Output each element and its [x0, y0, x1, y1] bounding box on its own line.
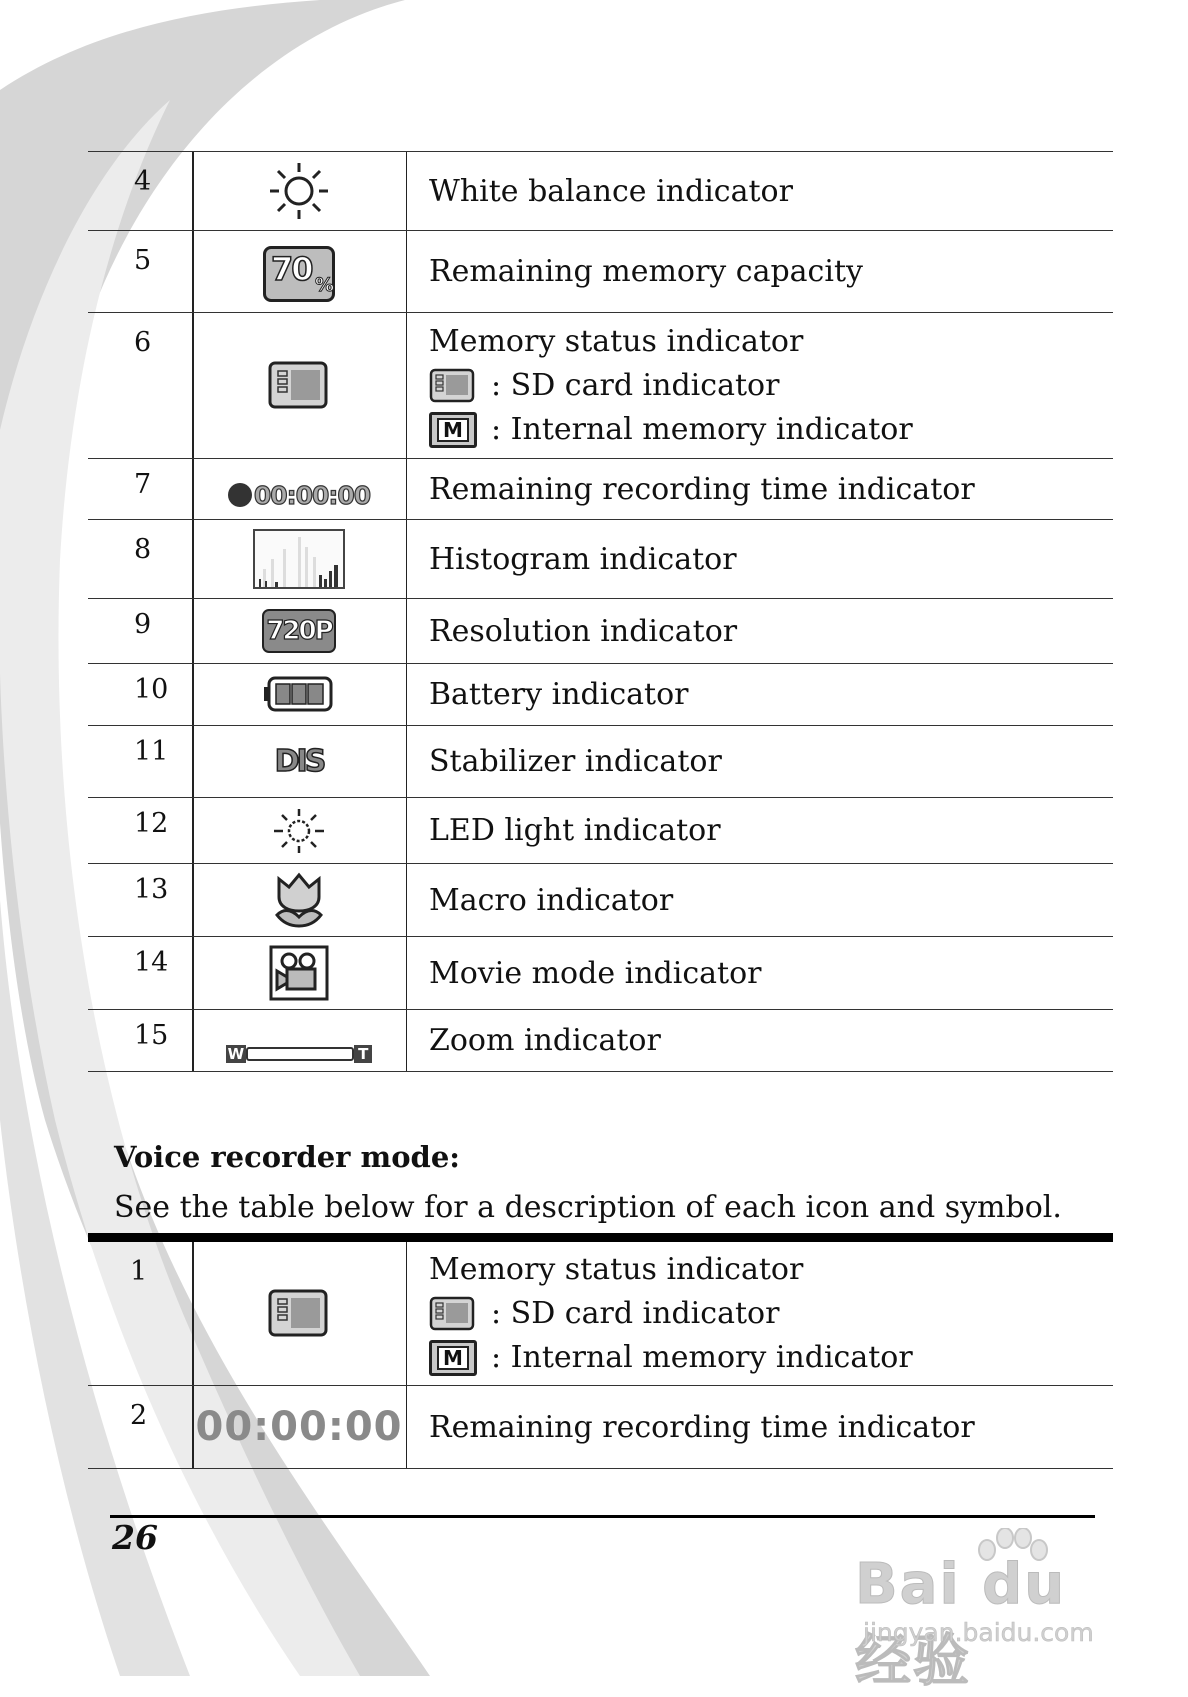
zoom-bar — [246, 1047, 354, 1061]
histogram-icon — [253, 529, 345, 589]
battery-icon — [263, 675, 335, 715]
row-number: 11 — [134, 736, 169, 767]
memory-capacity-icon — [261, 244, 337, 300]
record-time-value: 00:00:00 — [253, 480, 371, 510]
row-number: 1 — [130, 1256, 148, 1287]
row-number: 8 — [134, 534, 152, 565]
zoom-icon — [226, 1045, 373, 1063]
led-light-icon — [269, 807, 329, 855]
row-description: Stabilizer indicator — [429, 744, 722, 779]
internal-memory-icon — [429, 412, 477, 448]
row-number: 12 — [134, 808, 169, 839]
row-description: Battery indicator — [429, 677, 689, 712]
table-row — [88, 1010, 1113, 1072]
row-description-sd: : SD card indicator — [491, 1296, 780, 1331]
table-row — [88, 726, 1113, 798]
row-description: LED light indicator — [429, 813, 721, 848]
row-number: 9 — [134, 609, 152, 640]
table-row — [88, 599, 1113, 664]
table-row — [88, 459, 1113, 520]
sd-card-icon — [268, 361, 330, 411]
sd-card-icon — [429, 1296, 477, 1332]
memory-capacity-percent: % — [315, 273, 335, 296]
internal-memory-icon — [429, 1340, 477, 1376]
row-description: Macro indicator — [429, 882, 674, 918]
row-description: Zoom indicator — [429, 1023, 661, 1058]
internal-memory-letter: M — [437, 1346, 469, 1370]
movie-mode-icon — [269, 945, 329, 1001]
stabilizer-icon: DIS — [274, 744, 324, 779]
watermark-brand: Bai du 经验 — [855, 1552, 1067, 1694]
indicator-table-video — [88, 151, 1113, 1072]
resolution-icon — [262, 609, 336, 653]
row-description-internal: : Internal memory indicator — [491, 1340, 913, 1375]
sd-card-icon — [268, 1289, 330, 1339]
zoom-wide-label: W — [227, 1044, 245, 1063]
resolution-value: 720P — [266, 616, 332, 646]
table-row — [88, 1386, 1113, 1469]
row-description: White balance indicator — [429, 173, 793, 209]
section-intro: See the table below for a description of each icon and symbol. — [114, 1190, 1062, 1225]
table-row — [88, 937, 1113, 1010]
memory-capacity-value: 70 — [271, 249, 312, 288]
row-number: 15 — [134, 1020, 169, 1051]
table-row — [88, 798, 1113, 864]
row-number: 4 — [134, 166, 152, 197]
table-row — [88, 664, 1113, 726]
footer-rule — [110, 1515, 1095, 1518]
indicator-table-voice — [88, 1242, 1113, 1469]
row-number: 10 — [134, 674, 169, 705]
sun-icon — [264, 161, 334, 221]
row-number: 5 — [134, 245, 152, 276]
row-description: Remaining memory capacity — [429, 254, 863, 289]
table-row — [88, 864, 1113, 937]
row-description-internal: : Internal memory indicator — [491, 412, 913, 447]
table-row — [88, 520, 1113, 599]
row-description: Histogram indicator — [429, 541, 737, 577]
macro-icon — [271, 871, 327, 929]
table-row — [88, 1242, 1113, 1386]
row-description: Remaining recording time indicator — [429, 1409, 975, 1445]
row-description: Remaining recording time indicator — [429, 471, 975, 507]
row-number: 2 — [130, 1400, 148, 1431]
watermark — [855, 1528, 1135, 1694]
page-number: 26 — [112, 1518, 158, 1557]
row-description: Memory status indicator — [429, 1252, 804, 1287]
row-number: 14 — [134, 947, 169, 978]
row-number: 13 — [134, 874, 169, 905]
zoom-tele-label: T — [354, 1045, 372, 1063]
section-heading: Voice recorder mode: — [114, 1140, 460, 1174]
watermark-url: jingyan.baidu.com — [863, 1618, 1094, 1647]
record-time-icon — [228, 481, 370, 510]
time-counter-icon: 00:00:00 — [195, 1404, 403, 1450]
sd-card-icon — [429, 368, 477, 404]
table-row — [88, 231, 1113, 313]
row-description: Resolution indicator — [429, 613, 738, 649]
table-row — [88, 152, 1113, 231]
row-number: 7 — [134, 469, 152, 500]
row-description-sd: : SD card indicator — [491, 368, 780, 403]
internal-memory-letter: M — [437, 418, 469, 442]
record-dot-icon — [228, 483, 252, 507]
row-number: 6 — [134, 327, 152, 358]
row-description: Movie mode indicator — [429, 955, 762, 991]
table-top-rule — [88, 1233, 1113, 1242]
table-row — [88, 313, 1113, 459]
row-description: Memory status indicator — [429, 324, 804, 359]
